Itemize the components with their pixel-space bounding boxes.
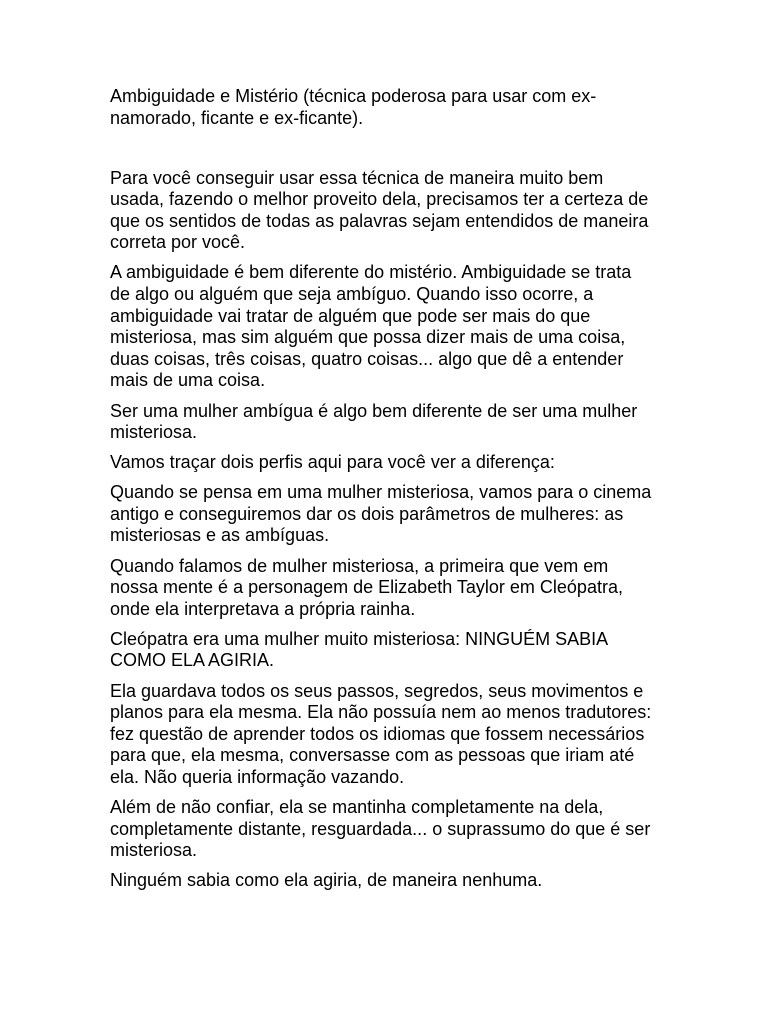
paragraph-line: Ninguém sabia como ela agiria, de maneira nenhuma. [110,870,543,891]
paragraph-line: ambiguidade vai tratar de alguém que pode ser mais do que [110,305,591,326]
paragraph-line: Ela guardava todos os seus passos, segredos, seus movimentos e [110,680,644,701]
paragraph-line: Quando falamos de mulher misteriosa, a primeira que vem em [110,555,609,576]
paragraph-line: Além de não confiar, ela se mantinha completamente na dela, [110,797,604,818]
paragraph [110,262,710,392]
paragraph-line: nossa mente é a personagem de Elizabeth Taylor em Cleópatra, [110,577,623,598]
paragraph [110,797,710,862]
paragraph-line: onde ela interpretava a própria rainha. [110,598,416,619]
paragraph-line: Cleópatra era uma mulher muito misteriosa: NINGUÉM SABIA [110,628,609,649]
paragraph [110,556,710,621]
paragraph-line: para que, ela mesma, conversasse com as pessoas que iriam até [110,745,635,766]
paragraph-line: Vamos traçar dois perfis aqui para você ver a diferença: [110,452,555,473]
paragraph [110,168,710,254]
paragraph [110,870,710,892]
paragraph [110,401,710,444]
paragraph-line: misteriosa. [110,840,198,861]
paragraph-line: mais de uma coisa. [110,370,266,391]
paragraph-line: correta por você. [110,232,246,253]
paragraph-line: que os sentidos de todas as palavras sejam entendidos de maneira [110,210,649,231]
paragraph-line: fez questão de aprender todos os idiomas que fossem necessários [110,723,645,744]
heading-paragraph [110,86,710,129]
paragraph-line: completamente distante, resguardada... o suprassumo do que é ser [110,818,651,839]
heading-line: namorado, ficante e ex-ficante). [110,107,364,128]
paragraph-line: duas coisas, três coisas, quatro coisas... algo que dê a entender [110,348,624,369]
paragraph [110,629,710,672]
paragraph-line: COMO ELA AGIRIA. [110,650,275,671]
paragraph-line: antigo e conseguiremos dar os dois parâmetros de mulheres: as [110,503,624,524]
document-body [110,86,710,900]
paragraph-line: misteriosas e as ambíguas. [110,525,330,546]
paragraph-line: de algo ou alguém que seja ambíguo. Quando isso ocorre, a [110,284,594,305]
paragraph [110,452,710,474]
paragraph-line: A ambiguidade é bem diferente do mistério. Ambiguidade se trata [110,262,632,283]
heading-line: Ambiguidade e Mistério (técnica poderosa para usar com ex- [110,86,597,106]
paragraph-line: Ser uma mulher ambígua é algo bem diferente de ser uma mulher [110,400,638,421]
paragraph-line: usada, fazendo o melhor proveito dela, precisamos ter a certeza de [110,189,649,210]
paragraph-line: misteriosa. [110,422,198,443]
paragraph [110,482,710,547]
paragraph-line: Para você conseguir usar essa técnica de maneira muito bem [110,167,604,188]
paragraph-line: planos para ela mesma. Ela não possuía nem ao menos tradutores: [110,702,652,723]
paragraph-line: misteriosa, mas sim alguém que possa dizer mais de uma coisa, [110,327,626,348]
paragraph-line: Quando se pensa em uma mulher misteriosa, vamos para o cinema [110,482,652,503]
paragraph-line: ela. Não queria informação vazando. [110,766,405,787]
paragraph [110,681,710,789]
